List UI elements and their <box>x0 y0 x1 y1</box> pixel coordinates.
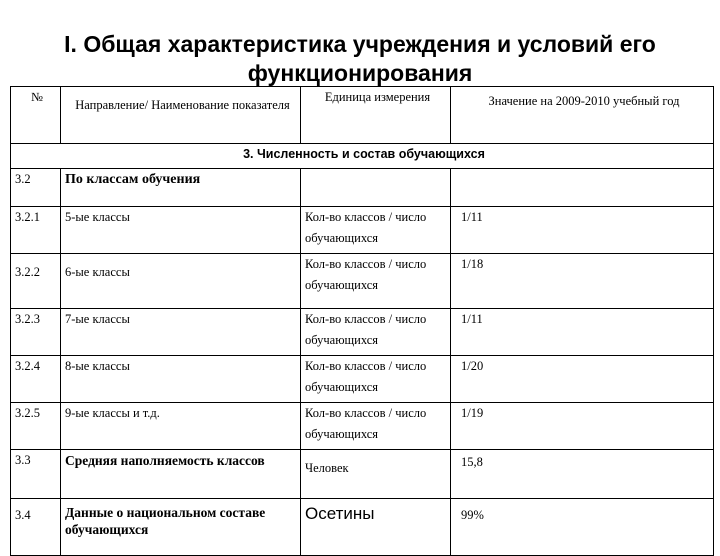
row-unit: Кол-во классов / число обучающихся <box>301 356 451 403</box>
row-value: 15,8 <box>451 450 714 499</box>
row-value: 1/19 <box>451 403 714 450</box>
row-num: 3.2.3 <box>11 309 61 356</box>
table-row <box>11 356 714 403</box>
row-unit: Кол-во классов / число обучающихся <box>301 309 451 356</box>
header-unit: Единица измерения <box>301 87 451 144</box>
table-header-row <box>11 87 714 144</box>
table-row <box>11 254 714 309</box>
row-name: Средняя наполняемость классов <box>61 450 301 499</box>
row-name: 7-ые классы <box>61 309 301 356</box>
row-name: 5-ые классы <box>61 207 301 254</box>
row-name: По классам обучения <box>61 169 301 207</box>
header-name: Направление/ Наименование показателя <box>61 87 301 144</box>
row-unit: Человек <box>301 450 451 499</box>
table-row <box>11 499 714 556</box>
row-unit: Кол-во классов / число обучающихся <box>301 254 451 309</box>
table-row <box>11 403 714 450</box>
header-num: № <box>11 87 61 144</box>
row-num: 3.2.2 <box>11 254 61 309</box>
row-unit: Кол-во классов / число обучающихся <box>301 403 451 450</box>
header-value: Значение на 2009-2010 учебный год <box>451 87 714 144</box>
row-num: 3.4 <box>11 499 61 556</box>
row-name: Данные о национальном составе обучающихся <box>61 499 301 556</box>
row-value: 1/11 <box>451 309 714 356</box>
row-num: 3.2 <box>11 169 61 207</box>
row-value <box>451 169 714 207</box>
row-unit: Осетины <box>301 499 451 556</box>
title-line-2: функционирования <box>247 60 473 86</box>
row-num: 3.2.5 <box>11 403 61 450</box>
table-row <box>11 169 714 207</box>
row-name: 9-ые классы и т.д. <box>61 403 301 450</box>
row-name: 8-ые классы <box>61 356 301 403</box>
row-value: 1/20 <box>451 356 714 403</box>
row-num: 3.2.4 <box>11 356 61 403</box>
table-row <box>11 309 714 356</box>
section-row <box>11 144 714 169</box>
table-row <box>11 207 714 254</box>
title-line-1: I. Общая характеристика учреждения и условий его <box>64 31 656 57</box>
indicators-table <box>10 86 714 556</box>
row-unit: Кол-во классов / число обучающихся <box>301 207 451 254</box>
row-num: 3.2.1 <box>11 207 61 254</box>
row-num: 3.3 <box>11 450 61 499</box>
row-value: 1/18 <box>451 254 714 309</box>
page-title <box>0 30 720 88</box>
row-unit <box>301 169 451 207</box>
row-value: 99% <box>451 499 714 556</box>
section-title: 3. Численность и состав обучающихся <box>11 144 714 169</box>
row-value: 1/11 <box>451 207 714 254</box>
row-name: 6-ые классы <box>61 254 301 309</box>
table-row <box>11 450 714 499</box>
